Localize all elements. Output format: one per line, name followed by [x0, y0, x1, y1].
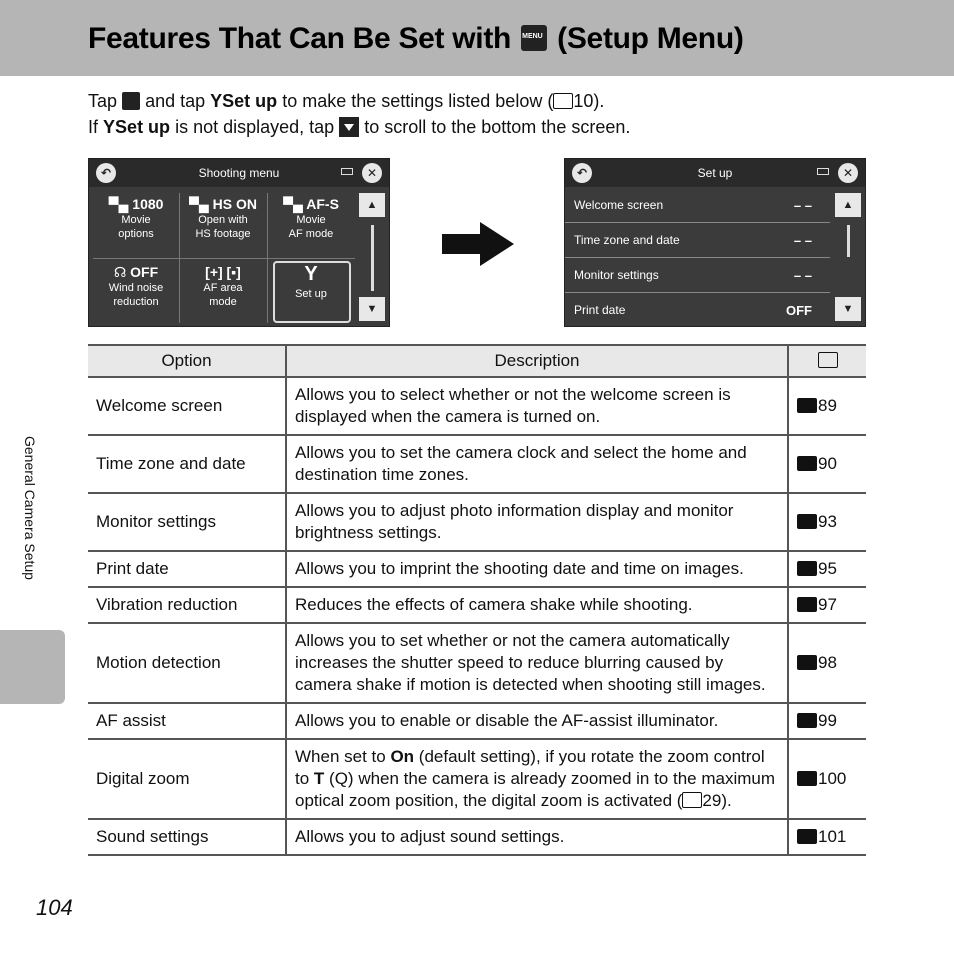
table-row: Time zone and date Allows you to set the camera clock and select the home and destination time zones. 90 [88, 435, 866, 493]
setup-menu-screen [564, 158, 866, 327]
list-item-print-date[interactable]: Print date OFF [574, 303, 812, 318]
back-icon[interactable]: ↶ [96, 163, 116, 183]
wrench-icon: Y [210, 91, 223, 111]
book-icon [553, 93, 573, 109]
table-row: Monitor settings Allows you to adjust photo information display and monitor brightness settings. 93 [88, 493, 866, 551]
screen-title: Set up [697, 166, 733, 180]
battery-icon [817, 168, 829, 175]
arrow-right-icon [442, 222, 514, 266]
reference-icon [797, 456, 817, 471]
movie-options-icon: ▀▄ 1080 [108, 196, 164, 212]
af-area-icon: [+] [▪] [205, 264, 241, 280]
scroll-down-icon [339, 117, 359, 137]
movie-options-item[interactable]: ▀▄ 1080 Movie options [93, 197, 179, 241]
wind-noise-icon: ☊ OFF [113, 264, 159, 280]
set-up-item[interactable]: Y Set up [267, 267, 355, 301]
intro-text [88, 88, 630, 140]
column-header-description: Description [286, 345, 788, 377]
table-row: Print date Allows you to imprint the shooting date and time on images. 95 [88, 551, 866, 587]
close-icon[interactable]: ✕ [362, 163, 382, 183]
table-row: AF assist Allows you to enable or disable the AF-assist illuminator. 99 [88, 703, 866, 739]
reference-icon [797, 829, 817, 844]
af-area-mode-item[interactable]: [+] [▪] AF area mode [179, 265, 267, 309]
reference-icon [797, 713, 817, 728]
list-item-welcome-screen[interactable]: Welcome screen – – [565, 188, 830, 223]
list-item-time-zone-and-date[interactable]: Time zone and date – – [565, 223, 830, 258]
menu-icon [521, 25, 547, 51]
scrollbar[interactable] [847, 225, 850, 257]
open-with-hs-footage-item[interactable]: ▀▄ HS ON Open with HS footage [179, 197, 267, 241]
page-header [0, 0, 954, 76]
scroll-down-button[interactable]: ▼ [359, 297, 385, 321]
table-row: Digital zoom When set to On (default setting), if you rotate the zoom control to T (Q) when the camera is already zoomed in to the maximum optical zoom position, the digital zoom is activated ( 29). 100 [88, 739, 866, 819]
wrench-icon: Y [103, 117, 116, 137]
reference-icon [797, 771, 817, 786]
book-icon [682, 792, 702, 808]
title-text-start: Features That Can Be Set with [88, 22, 512, 55]
reference-icon [797, 597, 817, 612]
column-header-option: Option [88, 345, 286, 377]
battery-icon [341, 168, 353, 175]
column-header-reference [788, 345, 866, 377]
page-title [88, 22, 744, 56]
table-header-row [88, 345, 866, 377]
setup-options-table [88, 344, 866, 856]
table-row: Welcome screen Allows you to select whether or not the welcome screen is displayed when the camera is turned on. 89 [88, 377, 866, 435]
wrench-icon: Y [304, 263, 318, 285]
table-row: Sound settings Allows you to adjust sound settings. 101 [88, 819, 866, 855]
section-side-label: General Camera Setup [22, 436, 38, 580]
wind-noise-reduction-item[interactable]: ☊ OFF Wind noise reduction [93, 265, 179, 309]
back-icon[interactable]: ↶ [572, 163, 592, 183]
scroll-up-button[interactable]: ▲ [835, 193, 861, 217]
af-s-icon: ▀▄ AF-S [283, 196, 339, 212]
scroll-down-button[interactable]: ▼ [835, 297, 861, 321]
table-row: Vibration reduction Reduces the effects of camera shake while shooting. 97 [88, 587, 866, 623]
book-icon [818, 352, 838, 368]
intro-line-1: Tap and tap YSet up to make the settings listed below ( 10). [88, 88, 630, 114]
page-number: 104 [36, 895, 73, 920]
scroll-up-button[interactable]: ▲ [359, 193, 385, 217]
movie-af-mode-item[interactable]: ▀▄ AF-S Movie AF mode [267, 197, 355, 241]
scrollbar[interactable] [371, 225, 374, 291]
list-item-monitor-settings[interactable]: Monitor settings – – [565, 258, 830, 293]
hs-movie-icon: ▀▄ HS ON [188, 196, 258, 212]
reference-icon [797, 561, 817, 576]
reference-icon [797, 514, 817, 529]
menu-icon [122, 92, 140, 110]
reference-icon [797, 398, 817, 413]
shooting-menu-screen [88, 158, 390, 327]
screen-title: Shooting menu [198, 166, 280, 180]
close-icon[interactable]: ✕ [838, 163, 858, 183]
table-row: Motion detection Allows you to set whether or not the camera automatically increases the shutter speed to reduce blurring caused by camera shake if motion is detected when shooting still images. 98 [88, 623, 866, 703]
title-text-end: (Setup Menu) [557, 22, 744, 55]
section-tab [0, 630, 65, 704]
reference-icon [797, 655, 817, 670]
intro-line-2: If YSet up is not displayed, tap to scroll to the bottom the screen. [88, 114, 630, 140]
